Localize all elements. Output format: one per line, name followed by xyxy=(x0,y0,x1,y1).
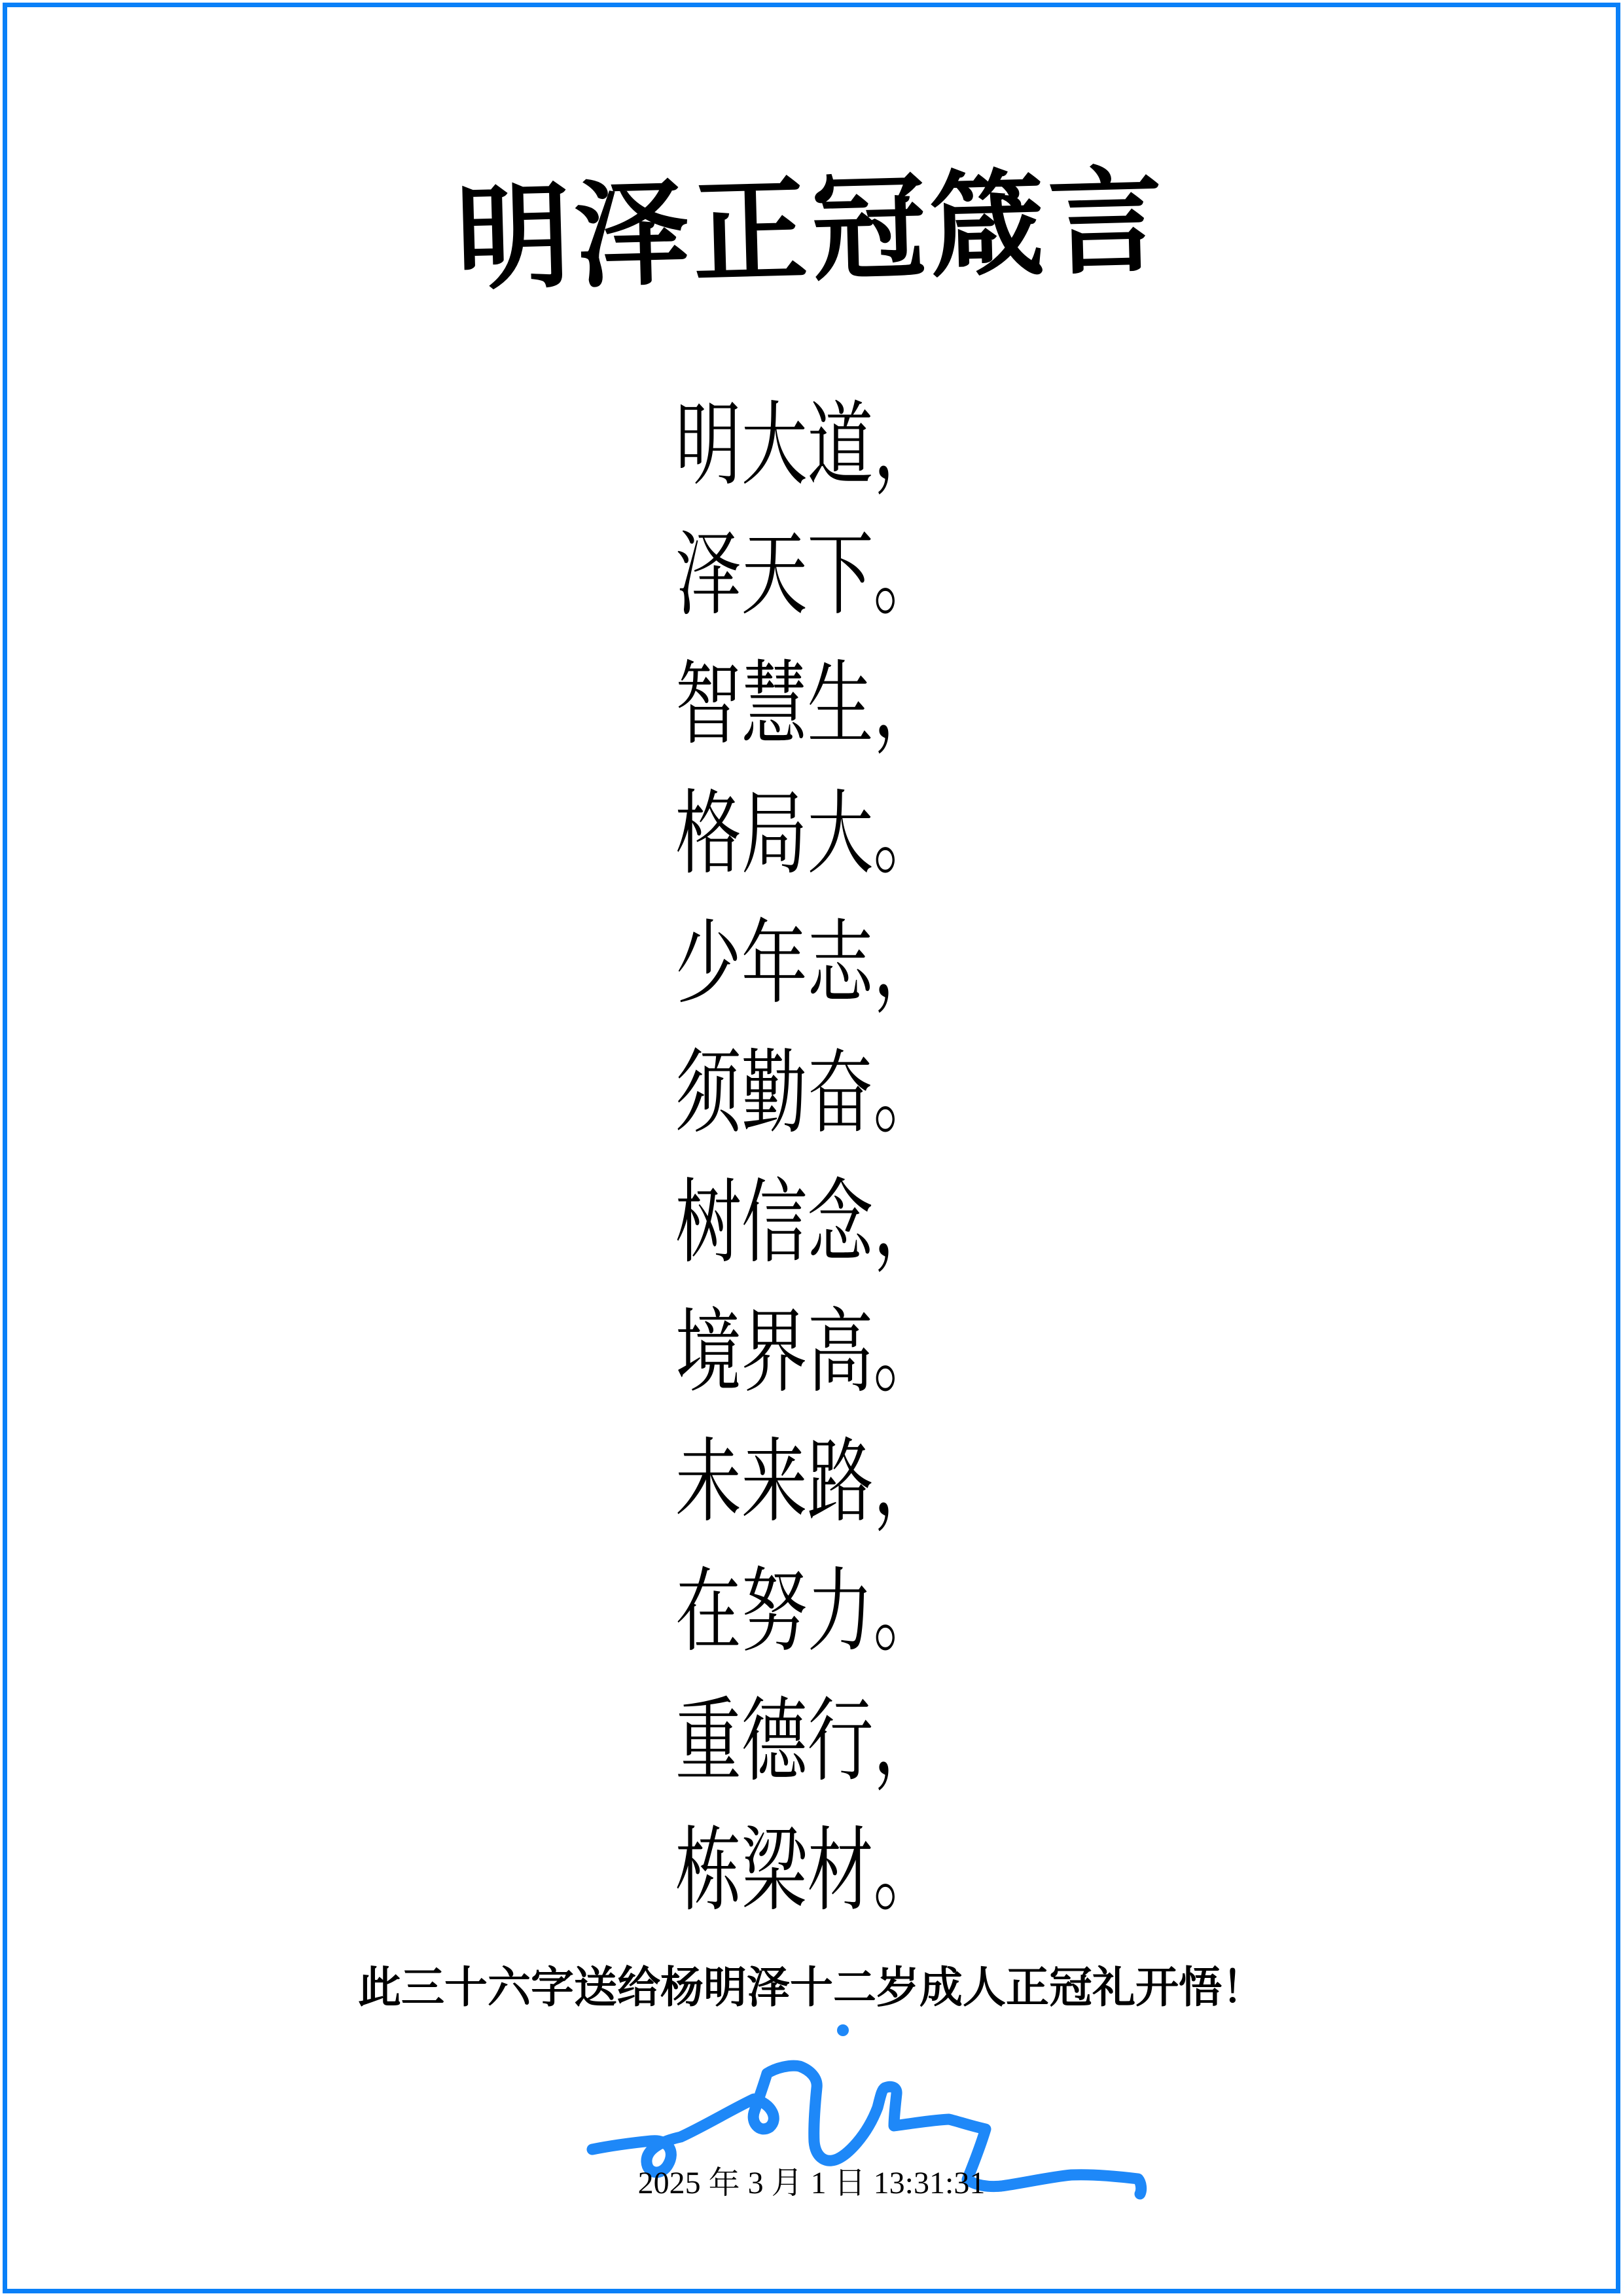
poem-line: 未来路， xyxy=(675,1432,940,1534)
date-time: 2025 年 3 月 1 日 13:31:31 xyxy=(637,2166,986,2200)
poem-line: 重德行， xyxy=(675,1691,940,1793)
poem-line: 格局大。 xyxy=(675,784,940,886)
page-title: 明泽正冠箴言 xyxy=(454,158,1169,304)
poem-line: 少年志， xyxy=(675,914,940,1015)
poem-line: 智慧生， xyxy=(675,655,940,756)
poem-line: 在努力。 xyxy=(675,1562,940,1663)
poem-line: 须勤奋。 xyxy=(675,1043,940,1145)
poem-line: 境界高。 xyxy=(675,1302,940,1404)
poem-line: 明大道， xyxy=(675,395,940,497)
poem-line: 树信念， xyxy=(675,1173,940,1274)
signature-ink-dot xyxy=(837,2024,849,2036)
poem-line: 泽天下。 xyxy=(675,525,940,626)
dedication-line: 此三十六字送给杨明泽十二岁成人正冠礼开悟！ xyxy=(358,1964,1265,2012)
poem-line: 栋梁材。 xyxy=(675,1821,940,1922)
poem-block xyxy=(675,382,939,1937)
